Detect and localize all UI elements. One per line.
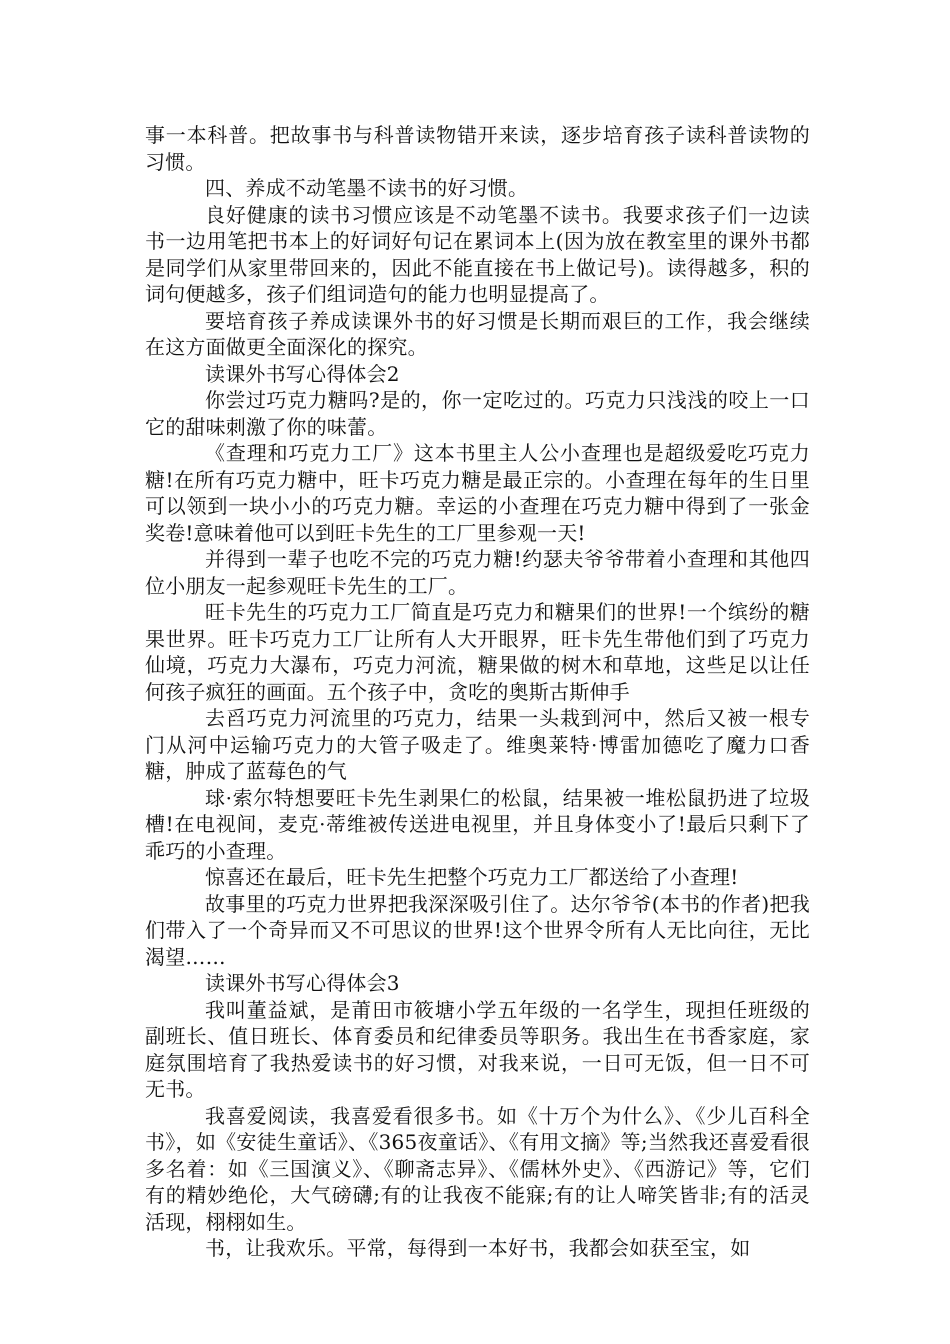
paragraph: 旺卡先生的巧克力工厂简直是巧克力和糖果们的世界!一个缤纷的糖果世界。旺卡巧克力工厂让所有人大开眼界，旺卡先生带他们到了巧克力仙境，巧克力大瀑布，巧克力河流，糖果做的树木和草地，这些足以让任何孩子疯狂的画面。五个孩子中，贪吃的奥斯古斯伸手 [145, 600, 810, 704]
paragraph: 良好健康的读书习惯应该是不动笔墨不读书。我要求孩子们一边读书一边用笔把书本上的好词好句记在累词本上(因为放在教室里的课外书都是同学们从家里带回来的，因此不能直接在书上做记号)。读得越多，积的词句便越多，孩子们组词造句的能力也明显提高了。 [145, 202, 810, 306]
paragraph: 四、养成不动笔墨不读书的好习惯。 [205, 176, 529, 200]
paragraph: 书，让我欢乐。平常，每得到一本好书，我都会如获至宝，如 [205, 1236, 751, 1260]
paragraph: 读课外书写心得体会3 [205, 971, 400, 995]
paragraph: 我喜爱阅读，我喜爱看很多书。如《十万个为什么》、《少儿百科全书》，如《安徒生童话》、《365夜童话》、《有用文摘》等;当然我还喜爱看很多名着：如《三国演义》、《聊斋志异》、《儒林外史》、《西游记》等，它们有的精妙绝伦，大气磅礴;有的让我夜不能寐;有的让人啼笑皆非;有的活灵活现，栩栩如生。 [145, 1103, 810, 1234]
paragraph: 要培育孩子养成读课外书的好习惯是长期而艰巨的工作，我会继续在这方面做更全面深化的探究。 [145, 308, 810, 359]
paragraph: 《查理和巧克力工厂》这本书里主人公小查理也是超级爱吃巧克力糖!在所有巧克力糖中，旺卡巧克力糖是最正宗的。小查理在每年的生日里可以领到一块小小的巧克力糖。幸运的小查理在巧克力糖中得到了一张金奖卷!意味着他可以到旺卡先生的工厂里参观一天! [145, 441, 810, 545]
paragraph: 我叫董益斌，是莆田市筱塘小学五年级的一名学生，现担任班级的副班长、值日班长、体育委员和纪律委员等职务。我出生在书香家庭，家庭氛围培育了我热爱读书的好习惯，对我来说，一日可无饭，但一日不可无书。 [145, 997, 810, 1101]
document-body [145, 122, 810, 1262]
paragraph: 你尝过巧克力糖吗?是的，你一定吃过的。巧克力只浅浅的咬上一口它的甜味刺激了你的味蕾。 [145, 388, 810, 439]
paragraph: 惊喜还在最后，旺卡先生把整个巧克力工厂都送给了小查理! [205, 865, 739, 889]
paragraph: 读课外书写心得体会2 [205, 361, 400, 386]
paragraph: 事一本科普。把故事书与科普读物错开来读，逐步培育孩子读科普读物的习惯。 [145, 123, 810, 174]
paragraph: 球·索尔特想要旺卡先生剥果仁的松鼠，结果被一堆松鼠扔进了垃圾槽!在电视间，麦克·蒂维被传送进电视里，并且身体变小了!最后只剩下了乖巧的小查理。 [145, 785, 810, 863]
paragraph: 并得到一辈子也吃不完的巧克力糖!约瑟夫爷爷带着小查理和其他四位小朋友一起参观旺卡先生的工厂。 [145, 547, 810, 598]
paragraph: 去舀巧克力河流里的巧克力，结果一头栽到河中，然后又被一根专门从河中运输巧克力的大管子吸走了。维奥莱特·博雷加德吃了魔力口香糖，肿成了蓝莓色的气 [145, 706, 810, 783]
paragraph: 故事里的巧克力世界把我深深吸引住了。达尔爷爷(本书的作者)把我们带入了一个奇异而又不可思议的世界!这个世界令所有人无比向往，无比渴望…… [145, 891, 810, 969]
